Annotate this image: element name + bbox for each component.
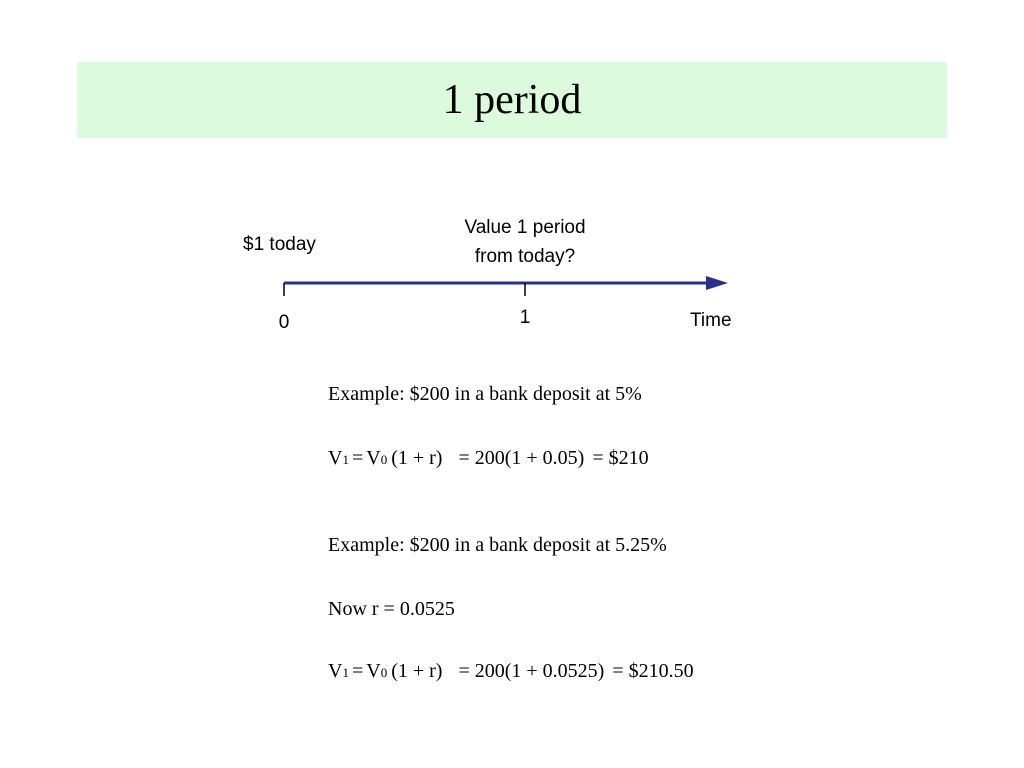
- equation-result: = $210.50: [612, 660, 694, 682]
- example-2-text: Example: $200 in a bank deposit at 5.25%: [328, 534, 667, 556]
- equals-sign: =: [351, 447, 364, 469]
- example-1-equation: V 1 = V 0 (1 + r) = 200(1 + 0.05) = $210: [328, 447, 649, 469]
- start-label: $1 today: [243, 234, 316, 255]
- axis-label-time: Time: [690, 310, 732, 331]
- question-line-1: Value 1 period: [464, 217, 586, 238]
- tick-label-1: 1: [519, 307, 531, 328]
- growth-factor: (1 + r): [391, 447, 443, 469]
- substitution: = 200(1 + 0.0525): [458, 660, 605, 682]
- v0-symbol: V: [366, 660, 381, 682]
- equation-result: = $210: [592, 447, 649, 469]
- tick-label-0: 0: [278, 312, 290, 333]
- timeline-arrowhead: [706, 276, 728, 290]
- substitution: = 200(1 + 0.05): [458, 447, 585, 469]
- example-2-equation: V 1 = V 0 (1 + r) = 200(1 + 0.0525) = $210.50: [328, 660, 694, 682]
- growth-factor: (1 + r): [391, 660, 443, 682]
- rate-note: Now r = 0.0525: [328, 598, 455, 620]
- example-1-text: Example: $200 in a bank deposit at 5%: [328, 383, 642, 405]
- v0-symbol: V: [366, 447, 381, 469]
- v1-symbol: V: [328, 660, 343, 682]
- slide-title: 1 period: [442, 77, 582, 123]
- question-line-2: from today?: [474, 246, 576, 267]
- v1-symbol: V: [328, 447, 343, 469]
- equals-sign: =: [351, 660, 364, 682]
